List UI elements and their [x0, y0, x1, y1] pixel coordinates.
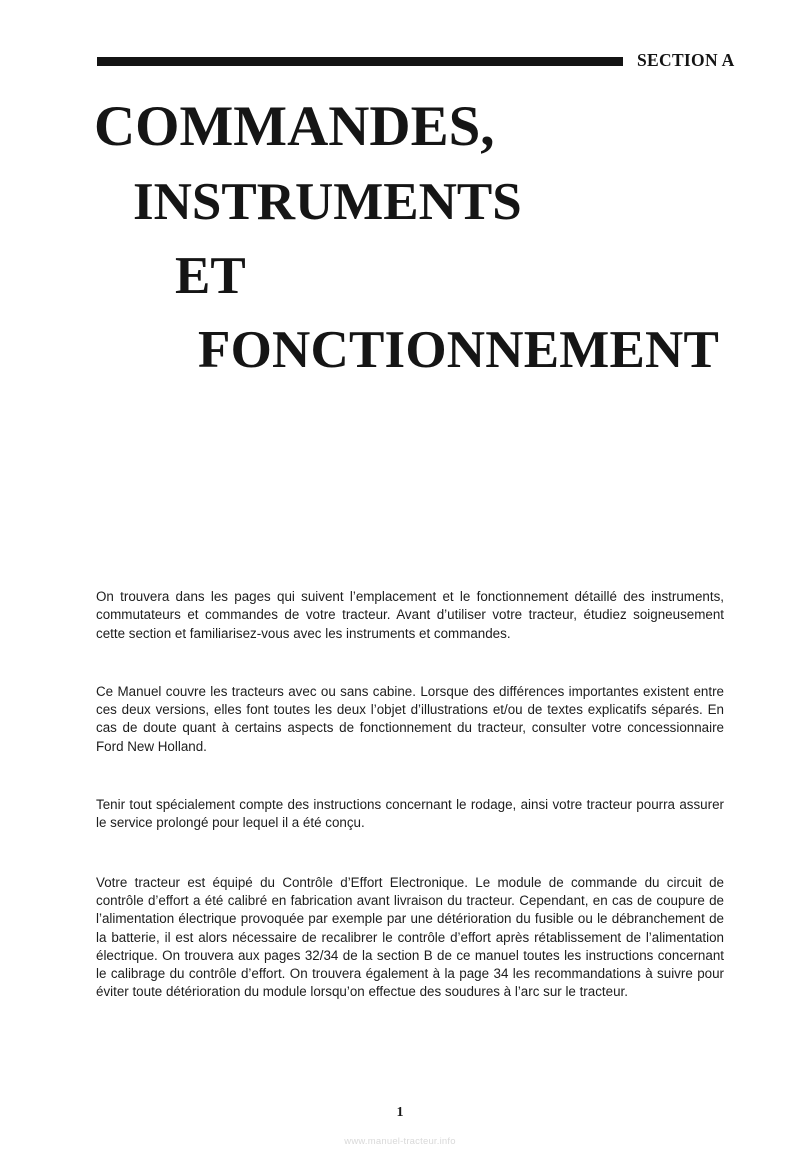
page-title-line-3: ET	[175, 247, 246, 305]
body-content	[96, 588, 724, 1002]
section-label: SECTION A	[637, 50, 735, 70]
page-title-line-2: INSTRUMENTS	[133, 173, 522, 231]
body-paragraph-1: On trouvera dans les pages qui suivent l’emplacement et le fonctionnement détaillé des instruments, commutateurs et commandes de votre tracteur. Avant d’utiliser votre tracteur, étudiez soigneusement cette section et familiarisez-vous avec les instruments et commandes.	[96, 589, 724, 641]
page-number: 1	[396, 1105, 404, 1120]
page-header	[0, 50, 800, 76]
watermark: www.manuel-tracteur.info	[344, 1136, 456, 1147]
page-title-line-4: FONCTIONNEMENT	[198, 321, 720, 379]
body-paragraph-2: Ce Manuel couvre les tracteurs avec ou sans cabine. Lorsque des différences importantes existent entre ces deux versions, elles font toutes les deux l’objet d’illustrations et/ou de textes explicatifs séparés. En cas de doute quant à certains aspects de fonctionnement du tracteur, consulter votre concessionnaire Ford New Holland.	[96, 683, 724, 754]
header-rule-bar	[97, 57, 623, 66]
page-title	[0, 95, 800, 379]
body-paragraph-4: Votre tracteur est équipé du Contrôle d’Effort Electronique. Le module de commande du circuit de contrôle d’effort a été calibré en fabrication avant livraison du tracteur. Cependant, en cas de coupure de l’alimentation électrique provoquée par exemple par une détérioration du fusible ou le débranchement de la batterie, il est alors nécessaire de recalibrer le contrôle d’effort après rétablissement de l’alimentation électrique. On trouvera aux pages 32/34 de la section B de ce manuel toutes les instructions concernant le calibrage du contrôle d’effort. On trouvera également à la page 34 les recommandations à suivre pour éviter toute détérioration du module lorsqu’on effectue des soudures à l’arc sur le tracteur.	[96, 874, 724, 1000]
body-paragraph-3: Tenir tout spécialement compte des instructions concernant le rodage, ainsi votre tracteur pourra assurer le service prolongé pour lequel il a été conçu.	[96, 797, 724, 831]
page-title-line-1: COMMANDES,	[94, 95, 495, 158]
